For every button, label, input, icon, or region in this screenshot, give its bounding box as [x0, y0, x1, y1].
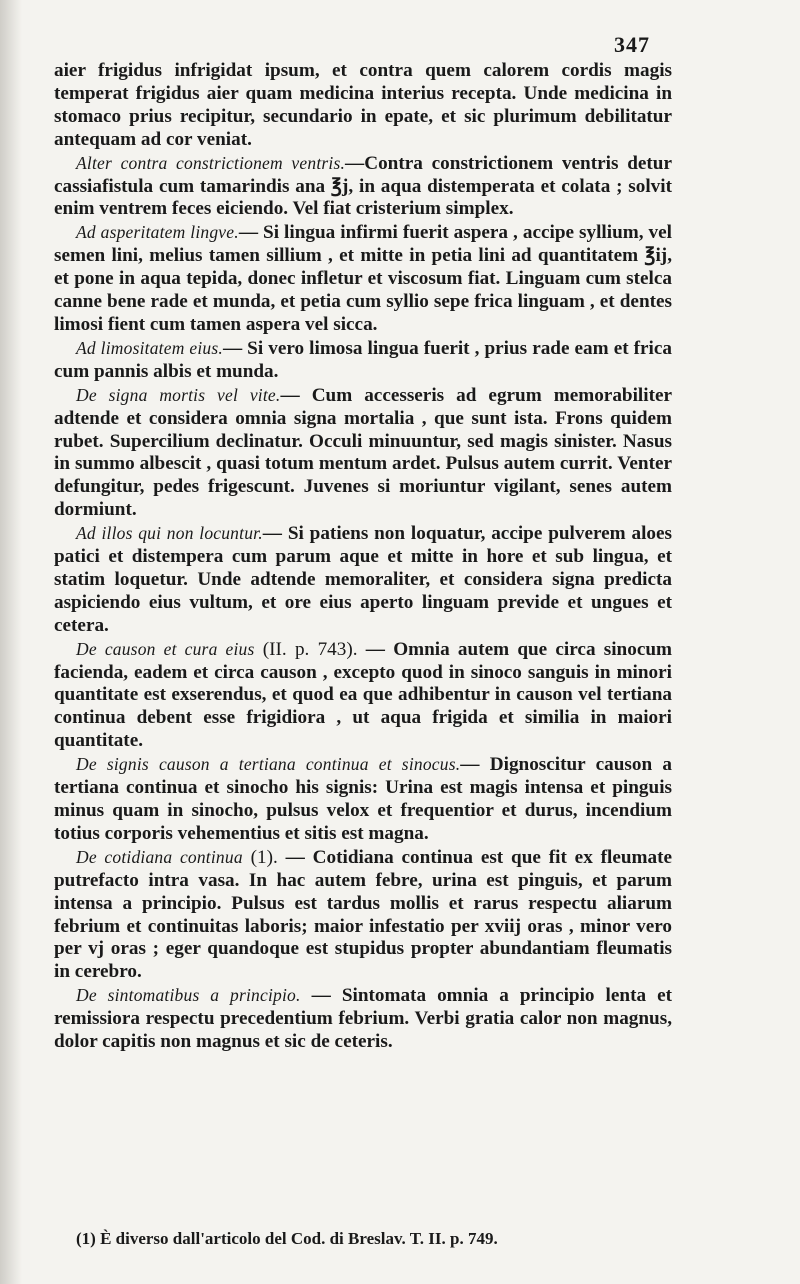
section-heading: Alter contra constrictionem ventris. [76, 152, 346, 173]
section-heading: Ad limositatem eius. [76, 337, 223, 358]
paragraph-text: — Omnia autem que circa sinocum facienda, eadem et circa causon , excepto quod in sinoco sanguis in minori quantitate est exserendus, et quod ea que adhibentur in causon vel tertiana continua debent esse frigidiora , ut aqua frigida et similia in maiori quantitate. [54, 638, 672, 752]
paragraph [54, 221, 672, 337]
section-heading: De cotidiana continua [76, 846, 243, 867]
footnote-marker: (1). [242, 846, 278, 868]
section-heading: De signa mortis vel vite. [76, 384, 281, 405]
paragraph-text: — Cotidiana continua est que fit ex fleumate putrefacto intra vasa. In hac autem febre, urina est pinguis, et parum intensa a principio. Pulsus est tardus mollis et rarus respectu aliarum febrium et continuitas laboris; maior infestatio per xviij oras , minor vero per vj oras ; eger quandoque est stupidus propter abundantiam fleumatis in cerebro. [54, 846, 673, 983]
section-heading: De causon et cura eius [76, 638, 255, 659]
main-text [54, 60, 672, 1054]
section-heading: De sintomatibus a principio. [76, 985, 301, 1006]
paragraph [54, 152, 672, 222]
paragraph [54, 846, 672, 984]
footnote: (1) È diverso dall'articolo del Cod. di Breslav. T. II. p. 749. [76, 1229, 498, 1248]
paragraph [54, 984, 672, 1054]
paragraph [54, 753, 672, 846]
paragraph-text: aier frigidus infrigidat ipsum, et contra quem calorem cordis magis temperat frigidus aier quam medicina interius recepta. Unde medicina in stomaco prius recipitur, secundario in epate, et sic plurimum debilitatur antequam ad cor veniat. [54, 60, 672, 150]
page-number: 347 [614, 32, 650, 57]
paragraph-text: — Si lingua infirmi fuerit aspera , accipe syllium, vel semen lini, melius tamen sillium , et mitte in petia lini ad quantitatem ℥ij, et pone in aqua tepida, donec infletur et viscosum fiat. Linguam cum stelca canne bene rade et munda, et petia cum syllio sepe frica linguam , et dentes limosi fient cum tamen aspera vel sicca. [54, 222, 672, 335]
paragraph-text: — Cum accesseris ad egrum memorabiliter adtende et considera omnia signa mortalia , que sunt ista. Frons quidem rubet. Supercilium declinatur. Occuli minuuntur, sed magis sinister. Nasus in summo albescit , quasi totum mentum ardet. Pulsus autem currit. Venter defungitur, pedes frigescunt. Juvenes si moriuntur vigilant, senes autem dormiunt. [54, 384, 672, 521]
paragraph-text: — Dignoscitur causon a tertiana continua et sinocho his signis: Urina est magis intensa et pinguis minus quam in sinocho, pulsus velox et frequentior et durus, incendium totius corporis vehementius et sitis est magna. [54, 754, 672, 844]
paragraph-text: — Si patiens non loquatur, accipe pulverem aloes patici et distempera cum parum aque et mitte in hore et sub lingua, et statim loquetur. Unde adtende memoraliter, et considera signa predicta aspiciendo eius vultum, et ore eius aperto linguam previde et ungues et cetera. [54, 523, 672, 636]
section-heading: Ad asperitatem lingve. [76, 222, 239, 243]
paragraph-text: — Si vero limosa lingua fuerit , prius rade eam et frica cum pannis albis et munda. [54, 337, 672, 382]
paragraph [54, 60, 672, 152]
page-gutter-shadow [0, 0, 22, 1284]
paragraph [54, 638, 672, 754]
section-heading: De signis causon a tertiana continua et sinocus. [76, 754, 461, 775]
paragraph-text: — Sintomata omnia a principio lenta et remissiora respectu precedentium febrium. Verbi gratia calor non magnus, dolor capitis non magnus et sic de ceteris. [54, 985, 672, 1053]
section-heading: Ad illos qui non locuntur. [76, 523, 263, 544]
paragraph-text: —Contra constrictionem ventris detur cassiafistula cum tamarindis ana ℥j, in aqua distemperata et colata ; solvit enim ventrem feces eiciendo. Vel fiat cristerium simplex. [54, 152, 672, 220]
paragraph [54, 522, 672, 638]
page-reference: (II. p. 743). [254, 638, 358, 660]
paragraph [54, 337, 672, 384]
paragraph [54, 384, 672, 522]
